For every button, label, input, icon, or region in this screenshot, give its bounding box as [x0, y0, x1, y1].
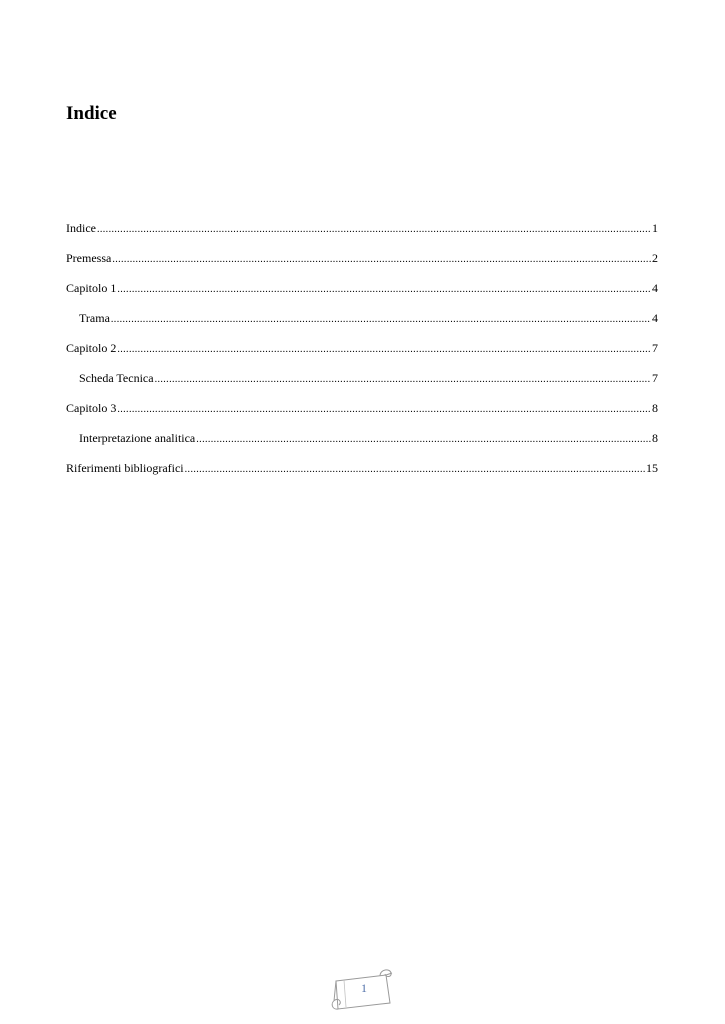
toc-dot-leader — [155, 372, 651, 388]
toc-dot-leader — [112, 252, 651, 268]
toc-entry-page: 7 — [652, 341, 658, 355]
toc-entry-capitolo-2[interactable] — [66, 340, 658, 370]
toc-entry-label: Riferimenti bibliografici — [66, 461, 184, 475]
toc-entry-label: Capitolo 3 — [66, 401, 117, 415]
toc-entry-riferimenti-bibliografici[interactable] — [66, 460, 658, 490]
toc-entry-page: 7 — [652, 371, 658, 385]
toc-dot-leader — [117, 402, 651, 418]
toc-entry-label: Capitolo 1 — [66, 281, 117, 295]
toc-entry-label: Premessa — [66, 251, 112, 265]
toc-entry-page: 4 — [652, 311, 658, 325]
toc-dot-leader — [185, 462, 645, 478]
toc-dot-leader — [196, 432, 651, 448]
toc-entry-label: Indice — [66, 221, 96, 235]
toc-dot-leader — [117, 342, 651, 358]
toc-entry-page: 2 — [652, 251, 658, 265]
toc-entry-capitolo-1[interactable] — [66, 280, 658, 310]
toc-dot-leader — [117, 282, 651, 298]
toc-entry-trama[interactable] — [66, 310, 658, 340]
toc-entry-scheda-tecnica[interactable] — [66, 370, 658, 400]
toc-entry-label: Trama — [79, 311, 110, 325]
toc-entry-page: 15 — [646, 461, 658, 475]
toc-entry-premessa[interactable] — [66, 250, 658, 280]
page-number: 1 — [361, 981, 367, 995]
toc-entry-page: 1 — [652, 221, 658, 235]
toc-entry-label: Interpretazione analitica — [79, 431, 196, 445]
toc-dot-leader — [97, 222, 651, 238]
page-number-footer — [328, 963, 398, 1015]
toc-dot-leader — [111, 312, 651, 328]
toc-entry-label: Capitolo 2 — [66, 341, 117, 355]
toc-entry-indice[interactable] — [66, 220, 658, 250]
toc-entry-page: 8 — [652, 431, 658, 445]
toc-entry-capitolo-3[interactable] — [66, 400, 658, 430]
toc-entry-label: Scheda Tecnica — [79, 371, 154, 385]
table-of-contents — [66, 220, 658, 490]
page-title: Indice — [66, 103, 117, 124]
toc-entry-interpretazione-analitica[interactable] — [66, 430, 658, 460]
toc-entry-page: 4 — [652, 281, 658, 295]
toc-entry-page: 8 — [652, 401, 658, 415]
